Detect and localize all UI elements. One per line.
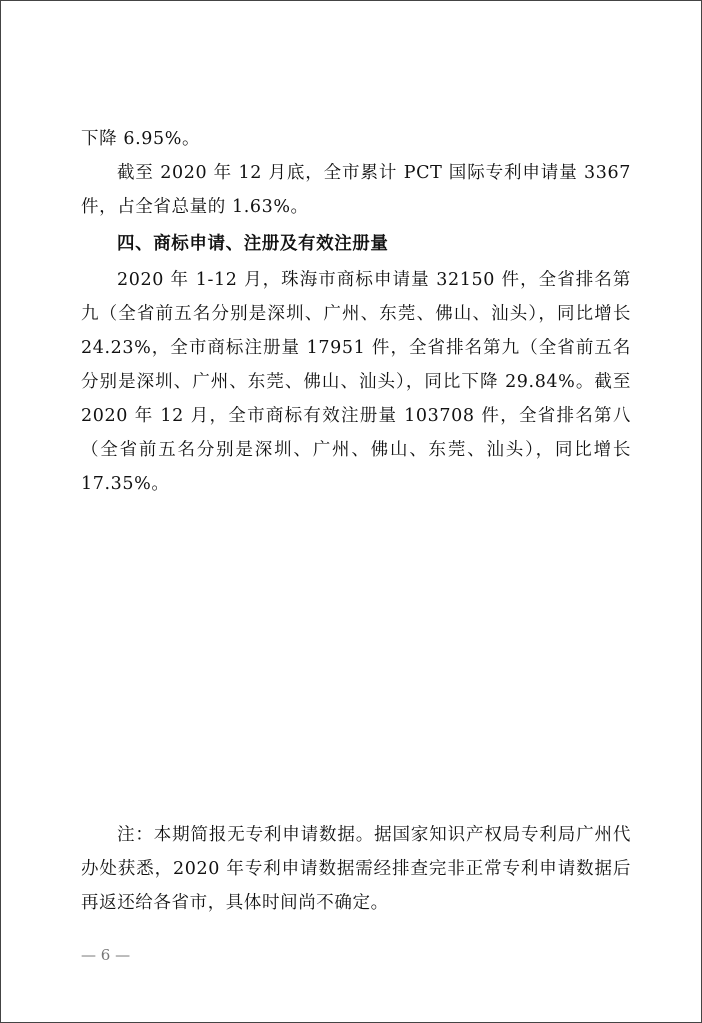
paragraph-pct-patents: 截至 2020 年 12 月底，全市累计 PCT 国际专利申请量 3367 件，占全省总量的 1.63%。 — [81, 163, 631, 217]
paragraph-trademark-stats: 2020 年 1-12 月，珠海市商标申请量 32150 件，全省排名第九（全省前五名分别是深圳、广州、东莞、佛山、汕头），同比增长 24.23%，全市商标注册量 17951 件，全省排名第九（全省前五名分别是深圳、广州、东莞、佛山、汕头），同比下降 29.84%。截至 2020 年 12 月，全市商标有效注册量 103708 件，全省排名第八（全省前五名分别是深圳、广州、佛山、东莞、汕头），同比增长 17.35%。 — [81, 270, 631, 494]
note-paragraph: 注：本期简报无专利申请数据。据国家知识产权局专利局广州代办处获悉，2020 年专利申请数据需经排查完非正常专利申请数据后再返还给各省市，具体时间尚不确定。 — [81, 825, 631, 913]
page-number: — 6 — — [81, 946, 131, 964]
section-heading-trademark: 四、商标申请、注册及有效注册量 — [117, 234, 389, 254]
paragraph-continuation: 下降 6.95%。 — [81, 129, 201, 149]
